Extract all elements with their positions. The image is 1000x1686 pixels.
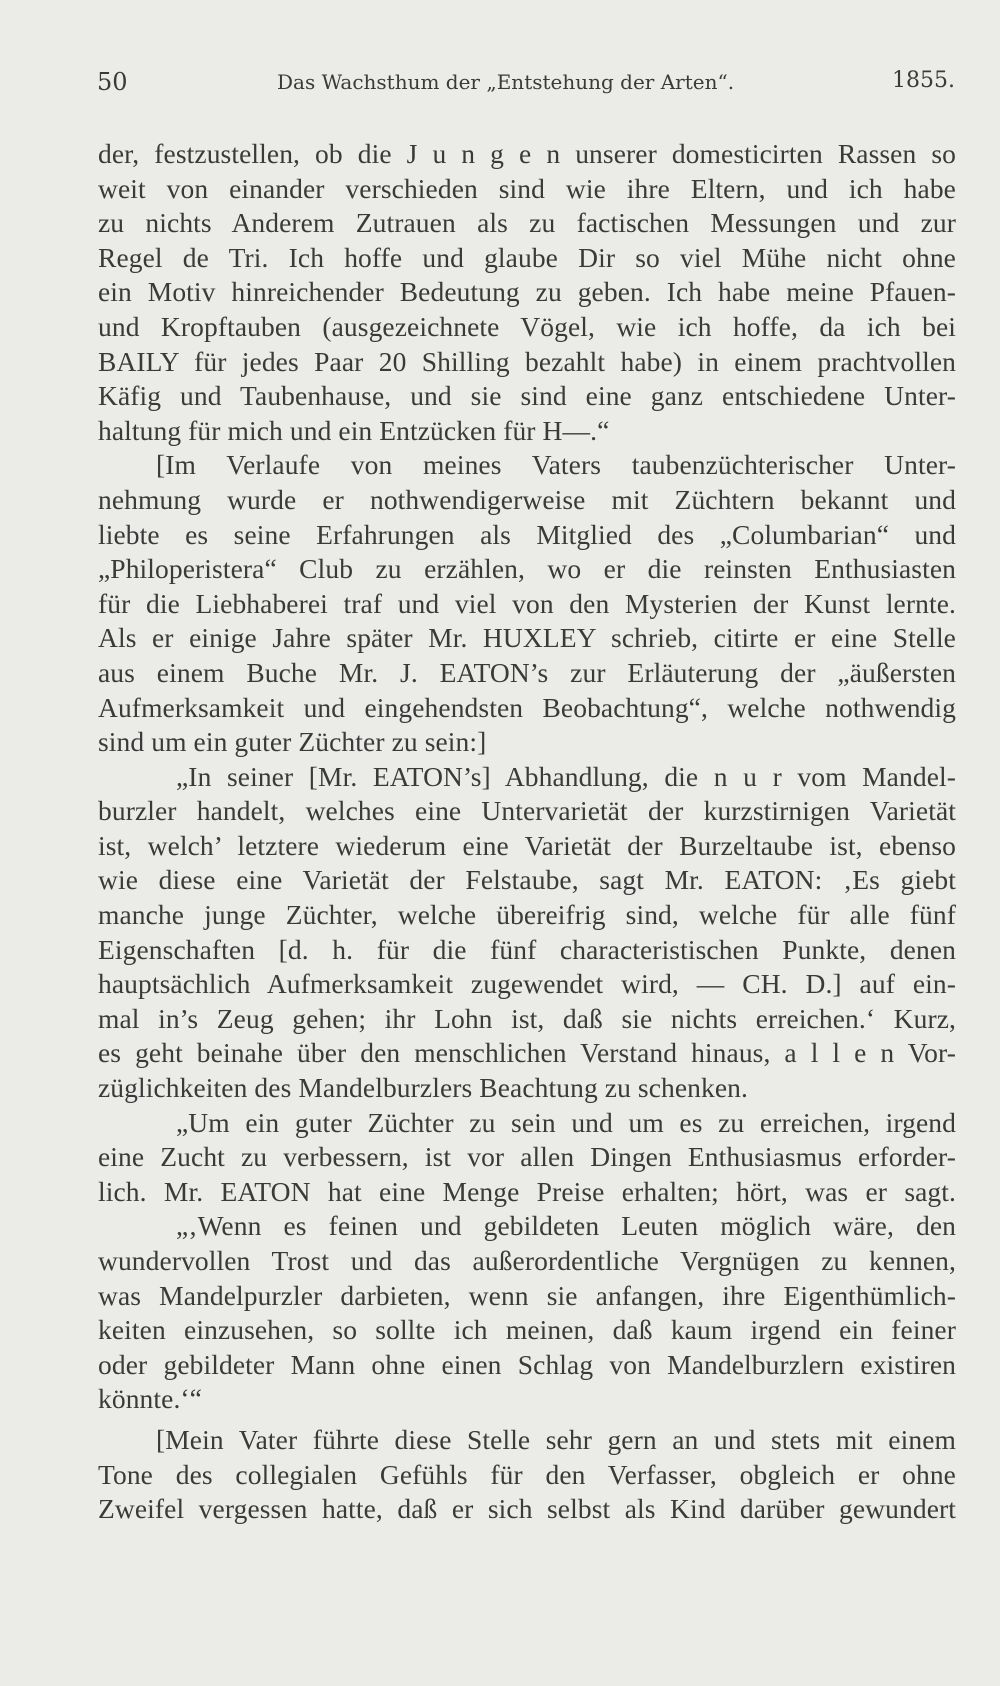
text-line: züglichkeiten des Mandelburzlers Beachtung zu schenken.: [98, 1072, 748, 1104]
text-line: „In seiner [Mr. EATON’s] Abhandlung, die n u r vom Mandel-: [176, 760, 956, 792]
text-line: Aufmerksamkeit und eingehendsten Beobachtung“, welche nothwendig: [98, 691, 956, 723]
text-line: sind um ein guter Züchter zu sein:]: [98, 726, 487, 758]
text-line: könnte.‘“: [98, 1383, 202, 1415]
text-line: wundervollen Trost und das außerordentliche Vergnügen zu kennen,: [98, 1245, 956, 1276]
running-header: [97, 68, 955, 104]
text-line: oder gebildeter Mann ohne einen Schlag von Mandelburzlern existiren: [98, 1348, 956, 1380]
running-title: Das Wachsthum der „Entstehung der Arten“.: [277, 70, 735, 94]
text-line: Als er einige Jahre später Mr. HUXLEY schrieb, citirte er eine Stelle: [98, 622, 956, 654]
text-line: Regel de Tri. Ich hoffe und glaube Dir so viel Mühe nicht ohne: [98, 241, 956, 273]
text-line: der, festzustellen, ob die J u n g e n unserer domesticirten Rassen so: [98, 138, 956, 169]
body-text: [98, 137, 956, 1527]
text-line: „‚Wenn es feinen und gebildeten Leuten möglich wäre, den: [176, 1210, 956, 1242]
text-line: Zweifel vergessen hatte, daß er sich selbst als Kind darüber gewundert: [98, 1493, 956, 1525]
text-line: „Um ein guter Züchter zu sein und um es zu erreichen, irgend: [176, 1106, 956, 1138]
text-line: aus einem Buche Mr. J. EATON’s zur Erläuterung der „äußersten: [98, 656, 956, 688]
text-line: manche junge Züchter, welche übereifrig sind, welche für alle fünf: [98, 899, 956, 931]
header-year: 1855.: [892, 68, 955, 93]
text-line: haltung für mich und ein Entzücken für H—.“: [98, 414, 610, 446]
text-line: und Kropftauben (ausgezeichnete Vögel, wie ich hoffe, da ich bei: [98, 310, 956, 342]
text-line: nehmung wurde er nothwendigerweise mit Züchtern bekannt und: [98, 483, 956, 515]
text-line: es geht beinahe über den menschlichen Verstand hinaus, a l l e n Vor-: [98, 1037, 956, 1069]
text-line: wie diese eine Varietät der Felstaube, sagt Mr. EATON: ‚Es giebt: [98, 864, 956, 896]
text-line: BAILY für jedes Paar 20 Shilling bezahlt habe) in einem prachtvollen: [98, 345, 956, 377]
text-line: für die Liebhaberei traf und viel von den Mysterien der Kunst lernte.: [98, 587, 956, 619]
text-line: keiten einzusehen, so sollte ich meinen, daß kaum irgend ein feiner: [98, 1314, 956, 1346]
text-line: Eigenschaften [d. h. für die fünf characteristischen Punkte, denen: [98, 933, 956, 965]
text-line: mal in’s Zeug gehen; ihr Lohn ist, daß sie nichts erreichen.‘ Kurz,: [98, 1002, 956, 1034]
text-line: [Im Verlaufe von meines Vaters taubenzüchterischer Unter-: [156, 449, 956, 481]
text-line: Käfig und Taubenhause, und sie sind eine ganz entschiedene Unter-: [98, 380, 956, 412]
text-line: hauptsächlich Aufmerksamkeit zugewendet wird, — CH. D.] auf ein-: [98, 968, 956, 1000]
text-line: Tone des collegialen Gefühls für den Verfasser, obgleich er ohne: [98, 1458, 956, 1490]
text-line: ein Motiv hinreichender Bedeutung zu geben. Ich habe meine Pfauen-: [98, 276, 956, 308]
text-line: eine Zucht zu verbessern, ist vor allen Dingen Enthusiasmus erforder-: [98, 1141, 956, 1173]
text-line: burzler handelt, welches eine Untervarietät der kurzstirnigen Varietät: [98, 795, 956, 827]
page-number: 50: [97, 68, 128, 96]
text-line: was Mandelpurzler darbieten, wenn sie anfangen, ihre Eigenthümlich-: [98, 1279, 956, 1311]
text-line: weit von einander verschieden sind wie ihre Eltern, und ich habe: [98, 172, 956, 204]
text-line: [Mein Vater führte diese Stelle sehr gern an und stets mit einem: [156, 1423, 956, 1455]
text-line: liebte es seine Erfahrungen als Mitglied des „Columbarian“ und: [98, 518, 956, 550]
text-line: „Philoperistera“ Club zu erzählen, wo er die reinsten Enthusiasten: [98, 553, 956, 585]
text-line: lich. Mr. EATON hat eine Menge Preise erhalten; hört, was er sagt.: [98, 1175, 956, 1207]
text-line: ist, welch’ letztere wiederum eine Varietät der Burzeltaube ist, ebenso: [98, 829, 956, 861]
text-line: zu nichts Anderem Zutrauen als zu factischen Messungen und zur: [98, 207, 956, 239]
